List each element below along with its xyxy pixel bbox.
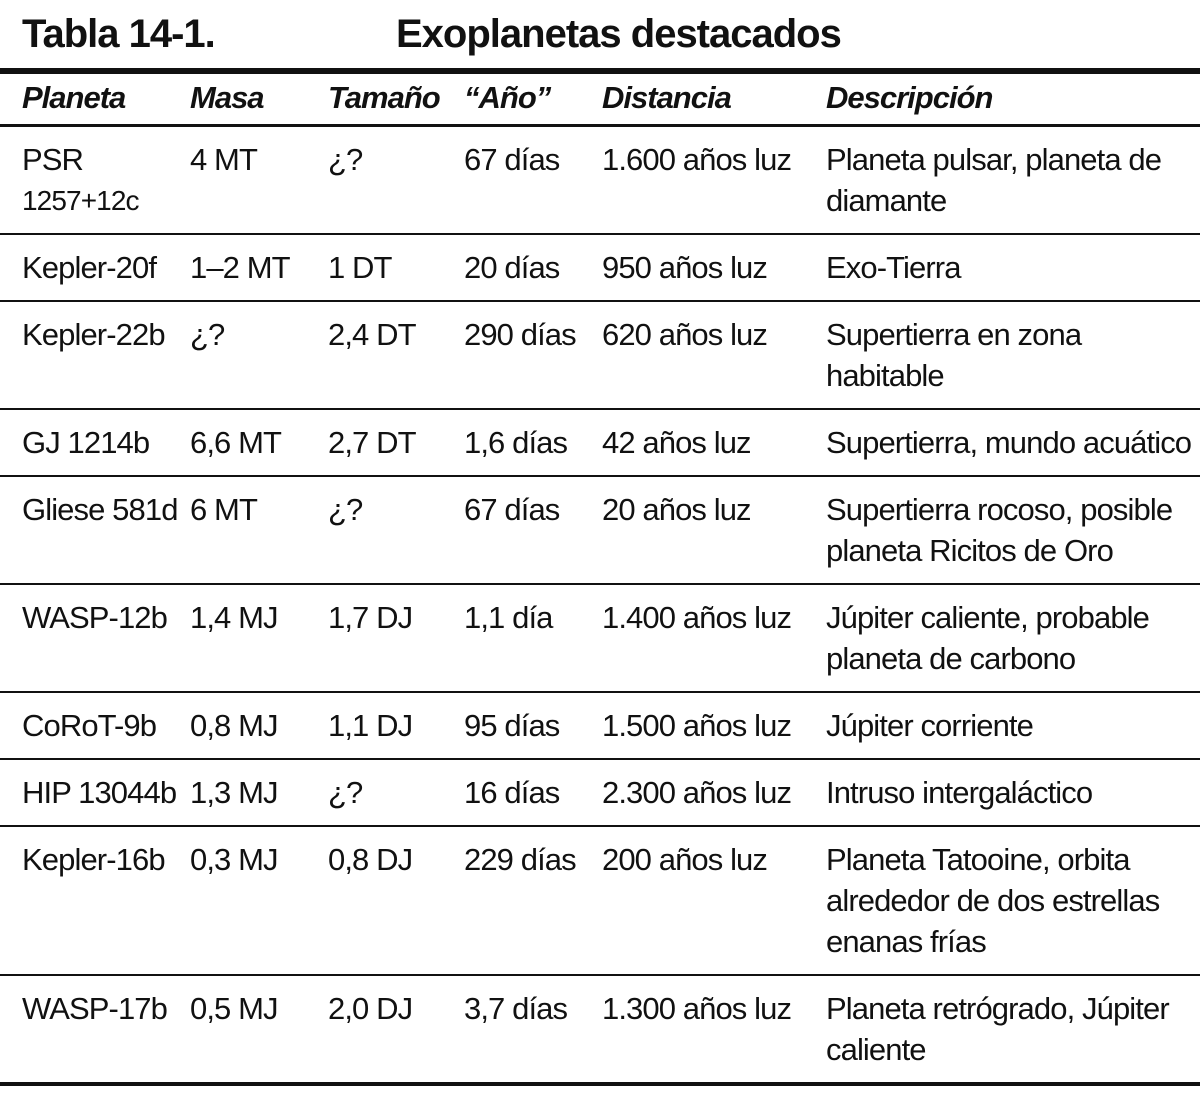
distance-cell: 20 años luz bbox=[602, 476, 826, 584]
distance-cell: 1.600 años luz bbox=[602, 126, 826, 235]
description-cell: Planeta pulsar, planeta de diamante bbox=[826, 126, 1200, 235]
table-row bbox=[0, 584, 1200, 692]
size-cell: 2,4 DT bbox=[328, 301, 464, 409]
distance-cell: 620 años luz bbox=[602, 301, 826, 409]
description-cell: Intruso intergaláctico bbox=[826, 759, 1200, 826]
mass-cell: 1,4 MJ bbox=[190, 584, 328, 692]
year-cell: 20 días bbox=[464, 234, 602, 301]
year-cell: 1,6 días bbox=[464, 409, 602, 476]
distance-cell: 1.400 años luz bbox=[602, 584, 826, 692]
mass-cell: 0,3 MJ bbox=[190, 826, 328, 975]
mass-cell: 0,8 MJ bbox=[190, 692, 328, 759]
year-cell: 16 días bbox=[464, 759, 602, 826]
description-cell: Exo-Tierra bbox=[826, 234, 1200, 301]
description-cell: Júpiter corriente bbox=[826, 692, 1200, 759]
year-cell: 67 días bbox=[464, 476, 602, 584]
planet-cell: WASP-17b bbox=[0, 975, 190, 1084]
mass-cell: 6,6 MT bbox=[190, 409, 328, 476]
header-planet: Planeta bbox=[0, 74, 190, 126]
table-row bbox=[0, 409, 1200, 476]
table-number: Tabla 14-1. bbox=[22, 12, 215, 56]
table-row bbox=[0, 692, 1200, 759]
mass-cell: 4 MT bbox=[190, 126, 328, 235]
size-cell: 2,7 DT bbox=[328, 409, 464, 476]
planet-cell: CoRoT-9b bbox=[0, 692, 190, 759]
header-row bbox=[0, 74, 1200, 126]
size-cell: 0,8 DJ bbox=[328, 826, 464, 975]
mass-cell: 1,3 MJ bbox=[190, 759, 328, 826]
planet-cell: HIP 13044b bbox=[0, 759, 190, 826]
year-cell: 229 días bbox=[464, 826, 602, 975]
planet-name: PSR bbox=[22, 142, 84, 177]
description-cell: Supertierra, mundo acuático bbox=[826, 409, 1200, 476]
table-row bbox=[0, 476, 1200, 584]
description-cell: Supertierra rocoso, posible planeta Ricitos de Oro bbox=[826, 476, 1200, 584]
table-row bbox=[0, 126, 1200, 235]
distance-cell: 42 años luz bbox=[602, 409, 826, 476]
distance-cell: 2.300 años luz bbox=[602, 759, 826, 826]
table-row bbox=[0, 759, 1200, 826]
distance-cell: 950 años luz bbox=[602, 234, 826, 301]
table-caption bbox=[0, 0, 1200, 70]
exoplanets-table bbox=[0, 74, 1200, 1086]
planet-cell: Kepler-20f bbox=[0, 234, 190, 301]
planet-cell: WASP-12b bbox=[0, 584, 190, 692]
year-cell: 1,1 día bbox=[464, 584, 602, 692]
size-cell: 1,7 DJ bbox=[328, 584, 464, 692]
table-row bbox=[0, 234, 1200, 301]
year-cell: 3,7 días bbox=[464, 975, 602, 1084]
mass-cell: 0,5 MJ bbox=[190, 975, 328, 1084]
year-cell: 67 días bbox=[464, 126, 602, 235]
header-description: Descripción bbox=[826, 74, 1200, 126]
planet-cell: Kepler-16b bbox=[0, 826, 190, 975]
header-distance: Distancia bbox=[602, 74, 826, 126]
header-year: “Año” bbox=[464, 74, 602, 126]
year-cell: 290 días bbox=[464, 301, 602, 409]
header-size: Tamaño bbox=[328, 74, 464, 126]
size-cell: ¿? bbox=[328, 476, 464, 584]
table-row bbox=[0, 975, 1200, 1084]
description-cell: Planeta Tatooine, orbita alrededor de dos estrellas enanas frías bbox=[826, 826, 1200, 975]
size-cell: ¿? bbox=[328, 759, 464, 826]
description-cell: Júpiter caliente, probable planeta de carbono bbox=[826, 584, 1200, 692]
mass-cell: ¿? bbox=[190, 301, 328, 409]
table-row bbox=[0, 301, 1200, 409]
description-cell: Supertierra en zona habitable bbox=[826, 301, 1200, 409]
distance-cell: 200 años luz bbox=[602, 826, 826, 975]
size-cell: 2,0 DJ bbox=[328, 975, 464, 1084]
year-cell: 95 días bbox=[464, 692, 602, 759]
distance-cell: 1.500 años luz bbox=[602, 692, 826, 759]
planet-cell bbox=[0, 126, 190, 235]
size-cell: 1,1 DJ bbox=[328, 692, 464, 759]
distance-cell: 1.300 años luz bbox=[602, 975, 826, 1084]
size-cell: 1 DT bbox=[328, 234, 464, 301]
planet-cell: Gliese 581d bbox=[0, 476, 190, 584]
size-cell: ¿? bbox=[328, 126, 464, 235]
table-title: Exoplanetas destacados bbox=[396, 12, 841, 56]
description-cell: Planeta retrógrado, Júpiter caliente bbox=[826, 975, 1200, 1084]
table-row bbox=[0, 826, 1200, 975]
header-mass: Masa bbox=[190, 74, 328, 126]
mass-cell: 6 MT bbox=[190, 476, 328, 584]
mass-cell: 1–2 MT bbox=[190, 234, 328, 301]
planet-name-line2: 1257+12c bbox=[22, 185, 139, 216]
planet-cell: GJ 1214b bbox=[0, 409, 190, 476]
planet-cell: Kepler-22b bbox=[0, 301, 190, 409]
